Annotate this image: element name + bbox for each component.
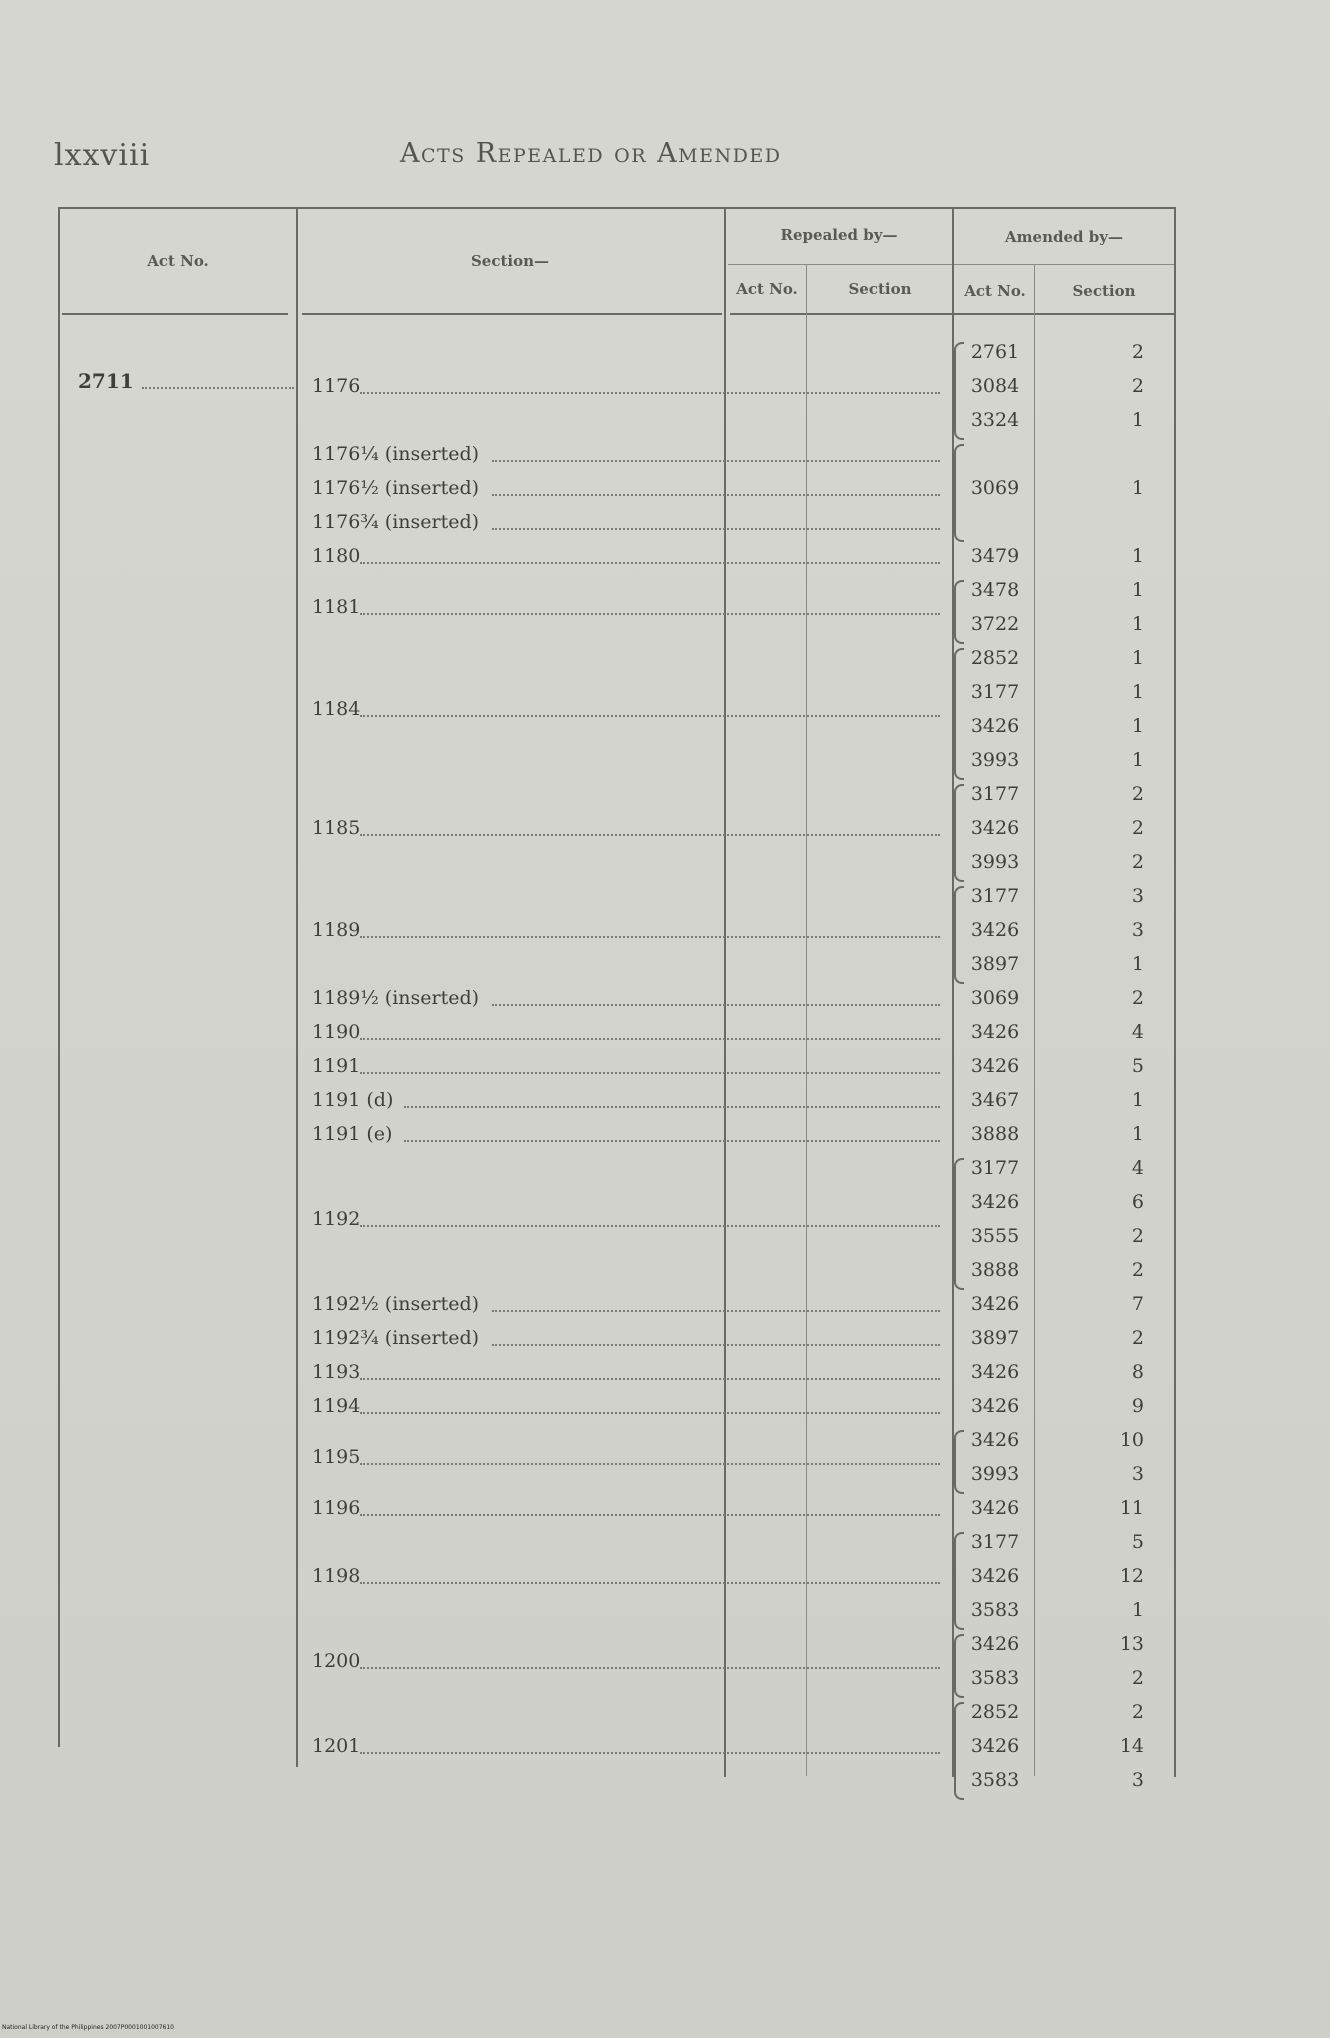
amended-act-no: 3897 <box>970 953 1020 975</box>
amended-act-no: 3426 <box>970 1565 1020 1587</box>
amended-section: 10 <box>1119 1429 1144 1451</box>
amended-section: 3 <box>1131 885 1144 907</box>
grouping-brace <box>954 784 964 882</box>
amended-act-no: 3426 <box>970 1191 1020 1213</box>
section-cell: 1189 <box>312 919 361 941</box>
amended-section: 3 <box>1131 1769 1144 1791</box>
amended-section: 2 <box>1131 1667 1144 1689</box>
amended-section: 1 <box>1131 715 1144 737</box>
section-cell: 1185 <box>312 817 361 839</box>
header-bottom-rule-1 <box>62 313 288 315</box>
header-section: Section— <box>470 252 550 270</box>
amended-section: 1 <box>1131 409 1144 431</box>
amended-section: 1 <box>1131 749 1144 771</box>
amended-act-no: 3888 <box>970 1259 1020 1281</box>
amended-section: 3 <box>1131 919 1144 941</box>
amended-section: 2 <box>1131 1259 1144 1281</box>
section-cell: 1181 <box>312 596 361 618</box>
amended-act-no: 3426 <box>970 1429 1020 1451</box>
dot-leader <box>360 936 940 938</box>
col-rule-repealed-mid <box>806 264 807 1776</box>
amended-section: 2 <box>1131 341 1144 363</box>
dot-leader <box>404 1106 940 1108</box>
amended-act-no: 3583 <box>970 1599 1020 1621</box>
amended-act-no: 3177 <box>970 885 1020 907</box>
act-leader <box>142 387 294 389</box>
amended-section: 2 <box>1131 1701 1144 1723</box>
amended-section: 2 <box>1131 851 1144 873</box>
amended-act-no: 2852 <box>970 1701 1020 1723</box>
grouping-brace <box>954 580 964 644</box>
amended-act-no: 3426 <box>970 817 1020 839</box>
section-cell: 1200 <box>312 1650 361 1672</box>
amended-act-no: 2852 <box>970 647 1020 669</box>
amended-act-no: 3177 <box>970 1531 1020 1553</box>
section-cell: 1191 (d) <box>312 1089 394 1111</box>
dot-leader <box>360 1412 940 1414</box>
amended-act-no: 3426 <box>970 1293 1020 1315</box>
col-rule-act <box>296 207 298 1767</box>
amended-act-no: 3084 <box>970 375 1020 397</box>
amended-act-no: 3069 <box>970 477 1020 499</box>
section-cell: 1184 <box>312 698 361 720</box>
dot-leader <box>360 1667 940 1669</box>
section-cell: 1198 <box>312 1565 361 1587</box>
amended-section: 1 <box>1131 647 1144 669</box>
dot-leader <box>360 562 940 564</box>
amended-section: 12 <box>1119 1565 1144 1587</box>
amended-section: 1 <box>1131 477 1144 499</box>
amended-act-no: 3583 <box>970 1769 1020 1791</box>
dot-leader <box>360 1752 940 1754</box>
amended-section: 7 <box>1131 1293 1144 1315</box>
dot-leader <box>360 715 940 717</box>
dot-leader <box>360 613 940 615</box>
header-repealed-by: Repealed by— <box>780 226 898 244</box>
amended-act-no: 3426 <box>970 1055 1020 1077</box>
amended-act-no: 3324 <box>970 409 1020 431</box>
section-cell: 1201 <box>312 1735 361 1757</box>
section-cell: 1190 <box>312 1021 361 1043</box>
col-rule-right <box>1174 207 1176 1777</box>
grouping-brace <box>954 886 964 984</box>
amended-section: 1 <box>1131 1089 1144 1111</box>
amended-act-no: 3426 <box>970 1021 1020 1043</box>
dot-leader <box>360 1225 940 1227</box>
header-amended-section: Section <box>1072 282 1136 300</box>
amended-section: 2 <box>1131 1225 1144 1247</box>
amended-act-no: 3426 <box>970 1735 1020 1757</box>
amended-act-no: 2761 <box>970 341 1020 363</box>
amended-section: 8 <box>1131 1361 1144 1383</box>
amended-section: 11 <box>1119 1497 1144 1519</box>
section-cell: 1192¾ (inserted) <box>312 1327 480 1349</box>
section-cell: 1180 <box>312 545 361 567</box>
section-cell: 1192½ (inserted) <box>312 1293 480 1315</box>
grouping-brace <box>954 1158 964 1290</box>
grouping-brace <box>954 1430 964 1494</box>
amended-act-no: 3888 <box>970 1123 1020 1145</box>
amended-section: 5 <box>1131 1055 1144 1077</box>
grouping-brace <box>954 1634 964 1698</box>
subheader-rule <box>728 264 1174 265</box>
grouping-brace <box>954 342 964 440</box>
col-rule-amended-mid <box>1034 264 1035 1776</box>
grouping-brace <box>954 1702 964 1800</box>
footer-credit: National Library of the Philippines 2007P0001001007610 <box>2 2024 174 2031</box>
amended-section: 1 <box>1131 545 1144 567</box>
section-cell: 1194 <box>312 1395 361 1417</box>
header-repealed-section: Section <box>848 280 912 298</box>
amended-section: 1 <box>1131 613 1144 635</box>
col-rule-section <box>724 207 726 1777</box>
amended-act-no: 3426 <box>970 1361 1020 1383</box>
header-bottom-rule-2 <box>302 313 722 315</box>
dot-leader <box>360 1378 940 1380</box>
amended-act-no: 3993 <box>970 749 1020 771</box>
page-number: lxxviii <box>54 138 151 173</box>
dot-leader <box>404 1140 940 1142</box>
act-number: 2711 <box>78 369 134 393</box>
running-title: Acts Repealed or Amended <box>400 138 782 169</box>
header-repealed-act-no: Act No. <box>736 280 798 298</box>
section-cell: 1193 <box>312 1361 361 1383</box>
section-cell: 1196 <box>312 1497 361 1519</box>
section-cell: 1176 <box>312 375 361 397</box>
section-cell: 1191 <box>312 1055 361 1077</box>
amended-section: 2 <box>1131 375 1144 397</box>
dot-leader <box>492 1004 940 1006</box>
section-cell: 1176¾ (inserted) <box>312 511 480 533</box>
amended-act-no: 3426 <box>970 919 1020 941</box>
section-cell: 1192 <box>312 1208 361 1230</box>
dot-leader <box>492 460 940 462</box>
section-cell: 1195 <box>312 1446 361 1468</box>
amended-section: 6 <box>1131 1191 1144 1213</box>
amended-section: 2 <box>1131 1327 1144 1349</box>
amended-section: 14 <box>1119 1735 1144 1757</box>
amended-act-no: 3426 <box>970 1497 1020 1519</box>
header-amended-act-no: Act No. <box>964 282 1026 300</box>
amended-section: 4 <box>1131 1157 1144 1179</box>
grouping-brace <box>954 444 964 542</box>
amended-section: 13 <box>1119 1633 1144 1655</box>
section-cell: 1189½ (inserted) <box>312 987 480 1009</box>
dot-leader <box>492 494 940 496</box>
amended-act-no: 3993 <box>970 1463 1020 1485</box>
amended-act-no: 3467 <box>970 1089 1020 1111</box>
amended-act-no: 3177 <box>970 1157 1020 1179</box>
amended-section: 2 <box>1131 987 1144 1009</box>
dot-leader <box>360 392 940 394</box>
amended-section: 3 <box>1131 1463 1144 1485</box>
amended-section: 1 <box>1131 681 1144 703</box>
amended-section: 1 <box>1131 579 1144 601</box>
amended-act-no: 3479 <box>970 545 1020 567</box>
dot-leader <box>360 1514 940 1516</box>
grouping-brace <box>954 648 964 780</box>
amended-section: 1 <box>1131 1599 1144 1621</box>
amended-act-no: 3426 <box>970 1395 1020 1417</box>
col-rule-left <box>58 207 60 1747</box>
amended-act-no: 3993 <box>970 851 1020 873</box>
dot-leader <box>360 1038 940 1040</box>
dot-leader <box>360 1463 940 1465</box>
amended-act-no: 3426 <box>970 715 1020 737</box>
section-cell: 1176½ (inserted) <box>312 477 480 499</box>
amended-section: 4 <box>1131 1021 1144 1043</box>
amended-act-no: 3069 <box>970 987 1020 1009</box>
dot-leader <box>360 834 940 836</box>
amended-section: 1 <box>1131 953 1144 975</box>
grouping-brace <box>954 1532 964 1630</box>
header-amended-by: Amended by— <box>1005 228 1123 246</box>
amended-act-no: 3177 <box>970 681 1020 703</box>
dot-leader <box>360 1072 940 1074</box>
section-cell: 1176¼ (inserted) <box>312 443 480 465</box>
amended-act-no: 3583 <box>970 1667 1020 1689</box>
dot-leader <box>492 528 940 530</box>
header-act-no: Act No. <box>147 252 209 270</box>
amended-act-no: 3722 <box>970 613 1020 635</box>
amended-act-no: 3478 <box>970 579 1020 601</box>
dot-leader <box>492 1310 940 1312</box>
amended-section: 2 <box>1131 817 1144 839</box>
section-cell: 1191 (e) <box>312 1123 393 1145</box>
dot-leader <box>492 1344 940 1346</box>
amended-act-no: 3177 <box>970 783 1020 805</box>
amended-act-no: 3555 <box>970 1225 1020 1247</box>
amended-section: 9 <box>1131 1395 1144 1417</box>
amended-section: 2 <box>1131 783 1144 805</box>
amended-act-no: 3897 <box>970 1327 1020 1349</box>
dot-leader <box>360 1582 940 1584</box>
amended-section: 1 <box>1131 1123 1144 1145</box>
amended-act-no: 3426 <box>970 1633 1020 1655</box>
table-top-rule <box>58 207 1176 209</box>
amended-section: 5 <box>1131 1531 1144 1553</box>
